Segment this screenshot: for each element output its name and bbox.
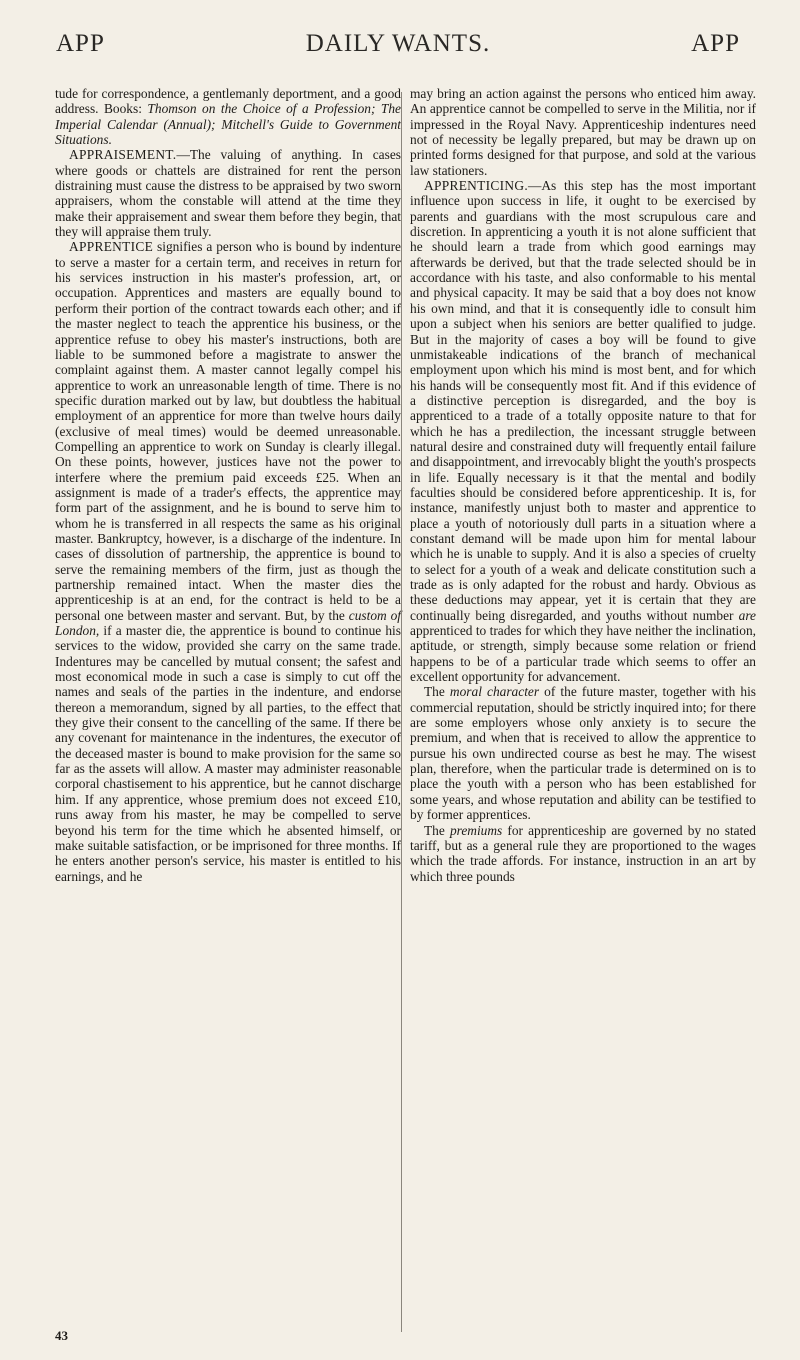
entry-term: APPRAISEMENT. <box>69 147 177 163</box>
entry-text: tude for correspondence, a gentlemanly deportment, and a good address. Books: Thomson on the Choice of a Profession; The Imperial Calendar (Annual); Mitchell's Guide to Government Situations. <box>55 86 401 148</box>
entry-apprenticing: APPRENTICING.—As this step has the most important influence upon success in life, it ought to be exercised by parents and guardians with the most scrupulous care and discretion. In apprenticing a youth it is not alone sufficient that he should learn a trade from which good earnings may afterwards be derived, but that the trade selected should be in accordance with his taste, and also conformable to his mental and physical capacity. It may be said that a boy does not know his own mind, and that it is consequently idle to consult him upon a subject when his seniors are better qualified to judge. But in the majority of cases a boy will be found to give unmistakeable indications of the branch of mechanical employment upon which his mind is most bent, and for which his hands will be consequently most fit. And if this evidence of a distinctive perception is disregarded, and the boy is apprenticed to a trade of a totally opposite nature to that for which he has a predilection, the incessant struggle between natural desire and constrained duty will frequently entail failure and disappointment, and irrevocably blight the youth's prospects in life. Equally necessary is it that the mental and bodily faculties should be considered before apprenticeship. It is, for instance, manifestly unjust both to master and apprentice to place a youth of notoriously dull parts in a situation where a constant demand will be made upon him for mental labour which he is unable to supply. And it is also a species of cruelty to select for a youth of a weak and delicate constitution such a trade as is only adapted for the robust and hardy. Obvious as these deductions may appear, yet it is certain that they are continually being disregarded, and youths without number are apprenticed to trades for which they have neither the inclination, aptitude, or strength, simply because some relation or friend happens to be of a particular trade which seems to offer an excellent opportunity for advancement. <box>410 178 756 685</box>
right-column <box>410 86 756 884</box>
entry-term: APPRENTICE <box>69 239 154 255</box>
header-title: DAILY WANTS. <box>305 30 491 57</box>
header-left-word: APP <box>56 30 105 57</box>
running-header <box>56 30 740 70</box>
entry-apprentice: APPRENTICE signifies a person who is bound by indenture to serve a master for a certain term, and receives in return for his services instruction in his master's profession, art, or occupation. Apprentices and masters are equally bound to perform their portion of the contract towards each other; and if the master neglect to teach the apprentice his business, or the apprentice refuse to obey his master's instructions, both are liable to be summoned before a magistrate to answer the complaint against them. A master cannot legally compel his apprentice to work an unreasonable length of time. There is no specific duration marked out by law, but doubtless the habitual employment of an apprentice for more than twelve hours daily (exclusive of meal times) would be deemed unreasonable. Compelling an apprentice to work on Sunday is clearly illegal. On these points, however, justices have not the power to interfere where the premium paid exceeds £25. When an assignment is made of a trader's effects, the apprentice may form part of the assignment, and he is bound to serve him to whom he is transferred in all respects the same as his original master. Bankruptcy, however, is a discharge of the indenture. In cases of dissolution of partnership, the apprentice is bound to serve the remaining members of the firm, just as though the partnership remained intact. When the master dies the apprenticeship is at an end, for the contract is held to be a personal one between master and servant. But, by the custom of London, if a master die, the apprentice is bound to continue his services to the widow, provided she carry on the same trade. Indentures may be cancelled by mutual consent; the safest and most economical mode in such a case is simply to cut off the names and seals of the parties in the indenture, and endorse thereon a memorandum, signed by all parties, to the effect that they give their consent to the cancelling of the same. If there be any covenant for maintenance in the indentures, the executor of the deceased master is bound to make provision for the same so far as the assets will allow. A master may administer reasonable corporal chastisement to his apprentice, but he cannot discharge him. If any apprentice, whose premium does not exceed £10, runs away from his master, he may be compelled to serve beyond his term for the time which he absented himself, or make suitable satisfaction, or be imprisoned for three months. If he enters another person's service, his master is entitled to his earnings, and he <box>55 239 401 884</box>
header-right-word: APP <box>691 30 740 57</box>
paragraph-moral-character: The moral character of the future master, together with his commercial reputation, should be strictly inquired into; for there are some employers whose only anxiety is to secure the premium, and when that is received to allow the apprentice to pursue his own undirected course as best he may. The wisest plan, therefore, when the particular trade is determined on is to place the youth with a person who has been established for some years, and whose reputation and ability can be testified to by former apprentices. <box>410 684 757 823</box>
page-number: 43 <box>55 1328 68 1343</box>
column-divider <box>401 92 402 1332</box>
entry-term: APPRENTICING. <box>424 178 528 194</box>
left-column <box>55 86 401 884</box>
book-list: Thomson on the Choice of a Profession; The Imperial Calendar (Annual); Mitchell's Guide to Government Situations. <box>55 101 401 148</box>
entry-appraisement: APPRAISEMENT.—The valuing of anything. In cases where goods or chattels are distrained for rent the person distraining must cause the distress to be appraised by two sworn appraisers, whom the constable will attend at the time they make their appraisement and swear them before they begin, that they will appraise them truly. <box>55 147 401 240</box>
paragraph-premiums: The premiums for apprenticeship are governed by no stated tariff, but as a general rule they are proportioned to the wages which the trade affords. For instance, instruction in an art by which three pounds <box>410 822 756 884</box>
entry-text: may bring an action against the persons who enticed him away. An apprentice cannot be compelled to serve in the Militia, nor if impressed in the Royal Navy. Apprenticeship indentures need not of necessity be legally prepared, but may be drawn up on printed forms designed for that purpose, and sold at the various law stationers. <box>410 86 756 178</box>
